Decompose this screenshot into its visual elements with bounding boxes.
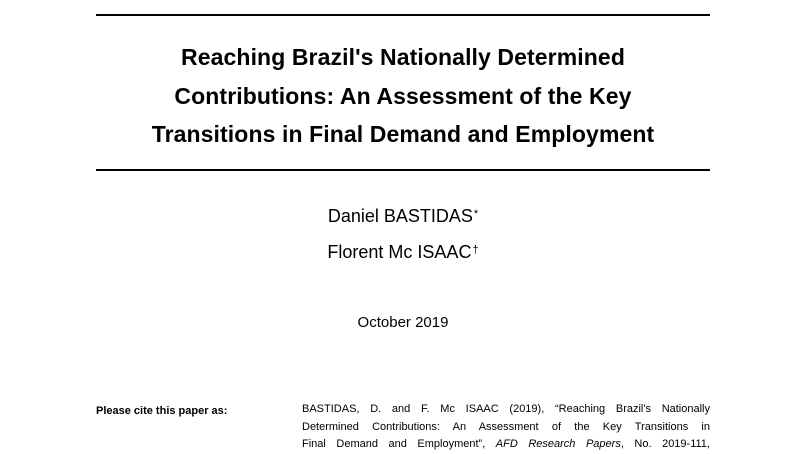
citation-line-3-suffix: , No. 2019-111,: [620, 438, 710, 450]
paper-title: [96, 38, 710, 154]
citation-line-1: BASTIDAS, D. and F. Mc ISAAC (2019), “Reaching Brazil's Nationally: [302, 403, 710, 415]
citation-line-3: [302, 436, 710, 454]
author-1: [96, 205, 710, 227]
publication-date: October 2019: [357, 314, 449, 331]
author-2-footnote-mark: †: [472, 244, 479, 256]
citation-line-2: Determined Contributions: An Assessment of the Key Transitions in: [302, 420, 710, 433]
author-1-name: Daniel BASTIDAS: [327, 206, 473, 226]
title-line-2: Contributions: An Assessment of the Key: [174, 82, 632, 109]
title-top-rule: [96, 14, 710, 16]
citation-text: [302, 401, 710, 454]
title-line-1: Reaching Brazil's Nationally Determined: [181, 44, 625, 70]
citation-label: Please cite this paper as:: [96, 405, 228, 417]
citation-line-3-prefix: Final Demand and Employment”,: [302, 438, 496, 450]
author-2: [96, 241, 710, 263]
title-line-3: Transitions in Final Demand and Employment: [151, 121, 655, 147]
author-1-footnote-mark: *: [473, 208, 479, 220]
title-bottom-rule: [96, 169, 710, 171]
citation-journal-name: AFD Research Papers: [495, 438, 621, 450]
author-2-name: Florent Mc ISAAC: [327, 242, 472, 262]
